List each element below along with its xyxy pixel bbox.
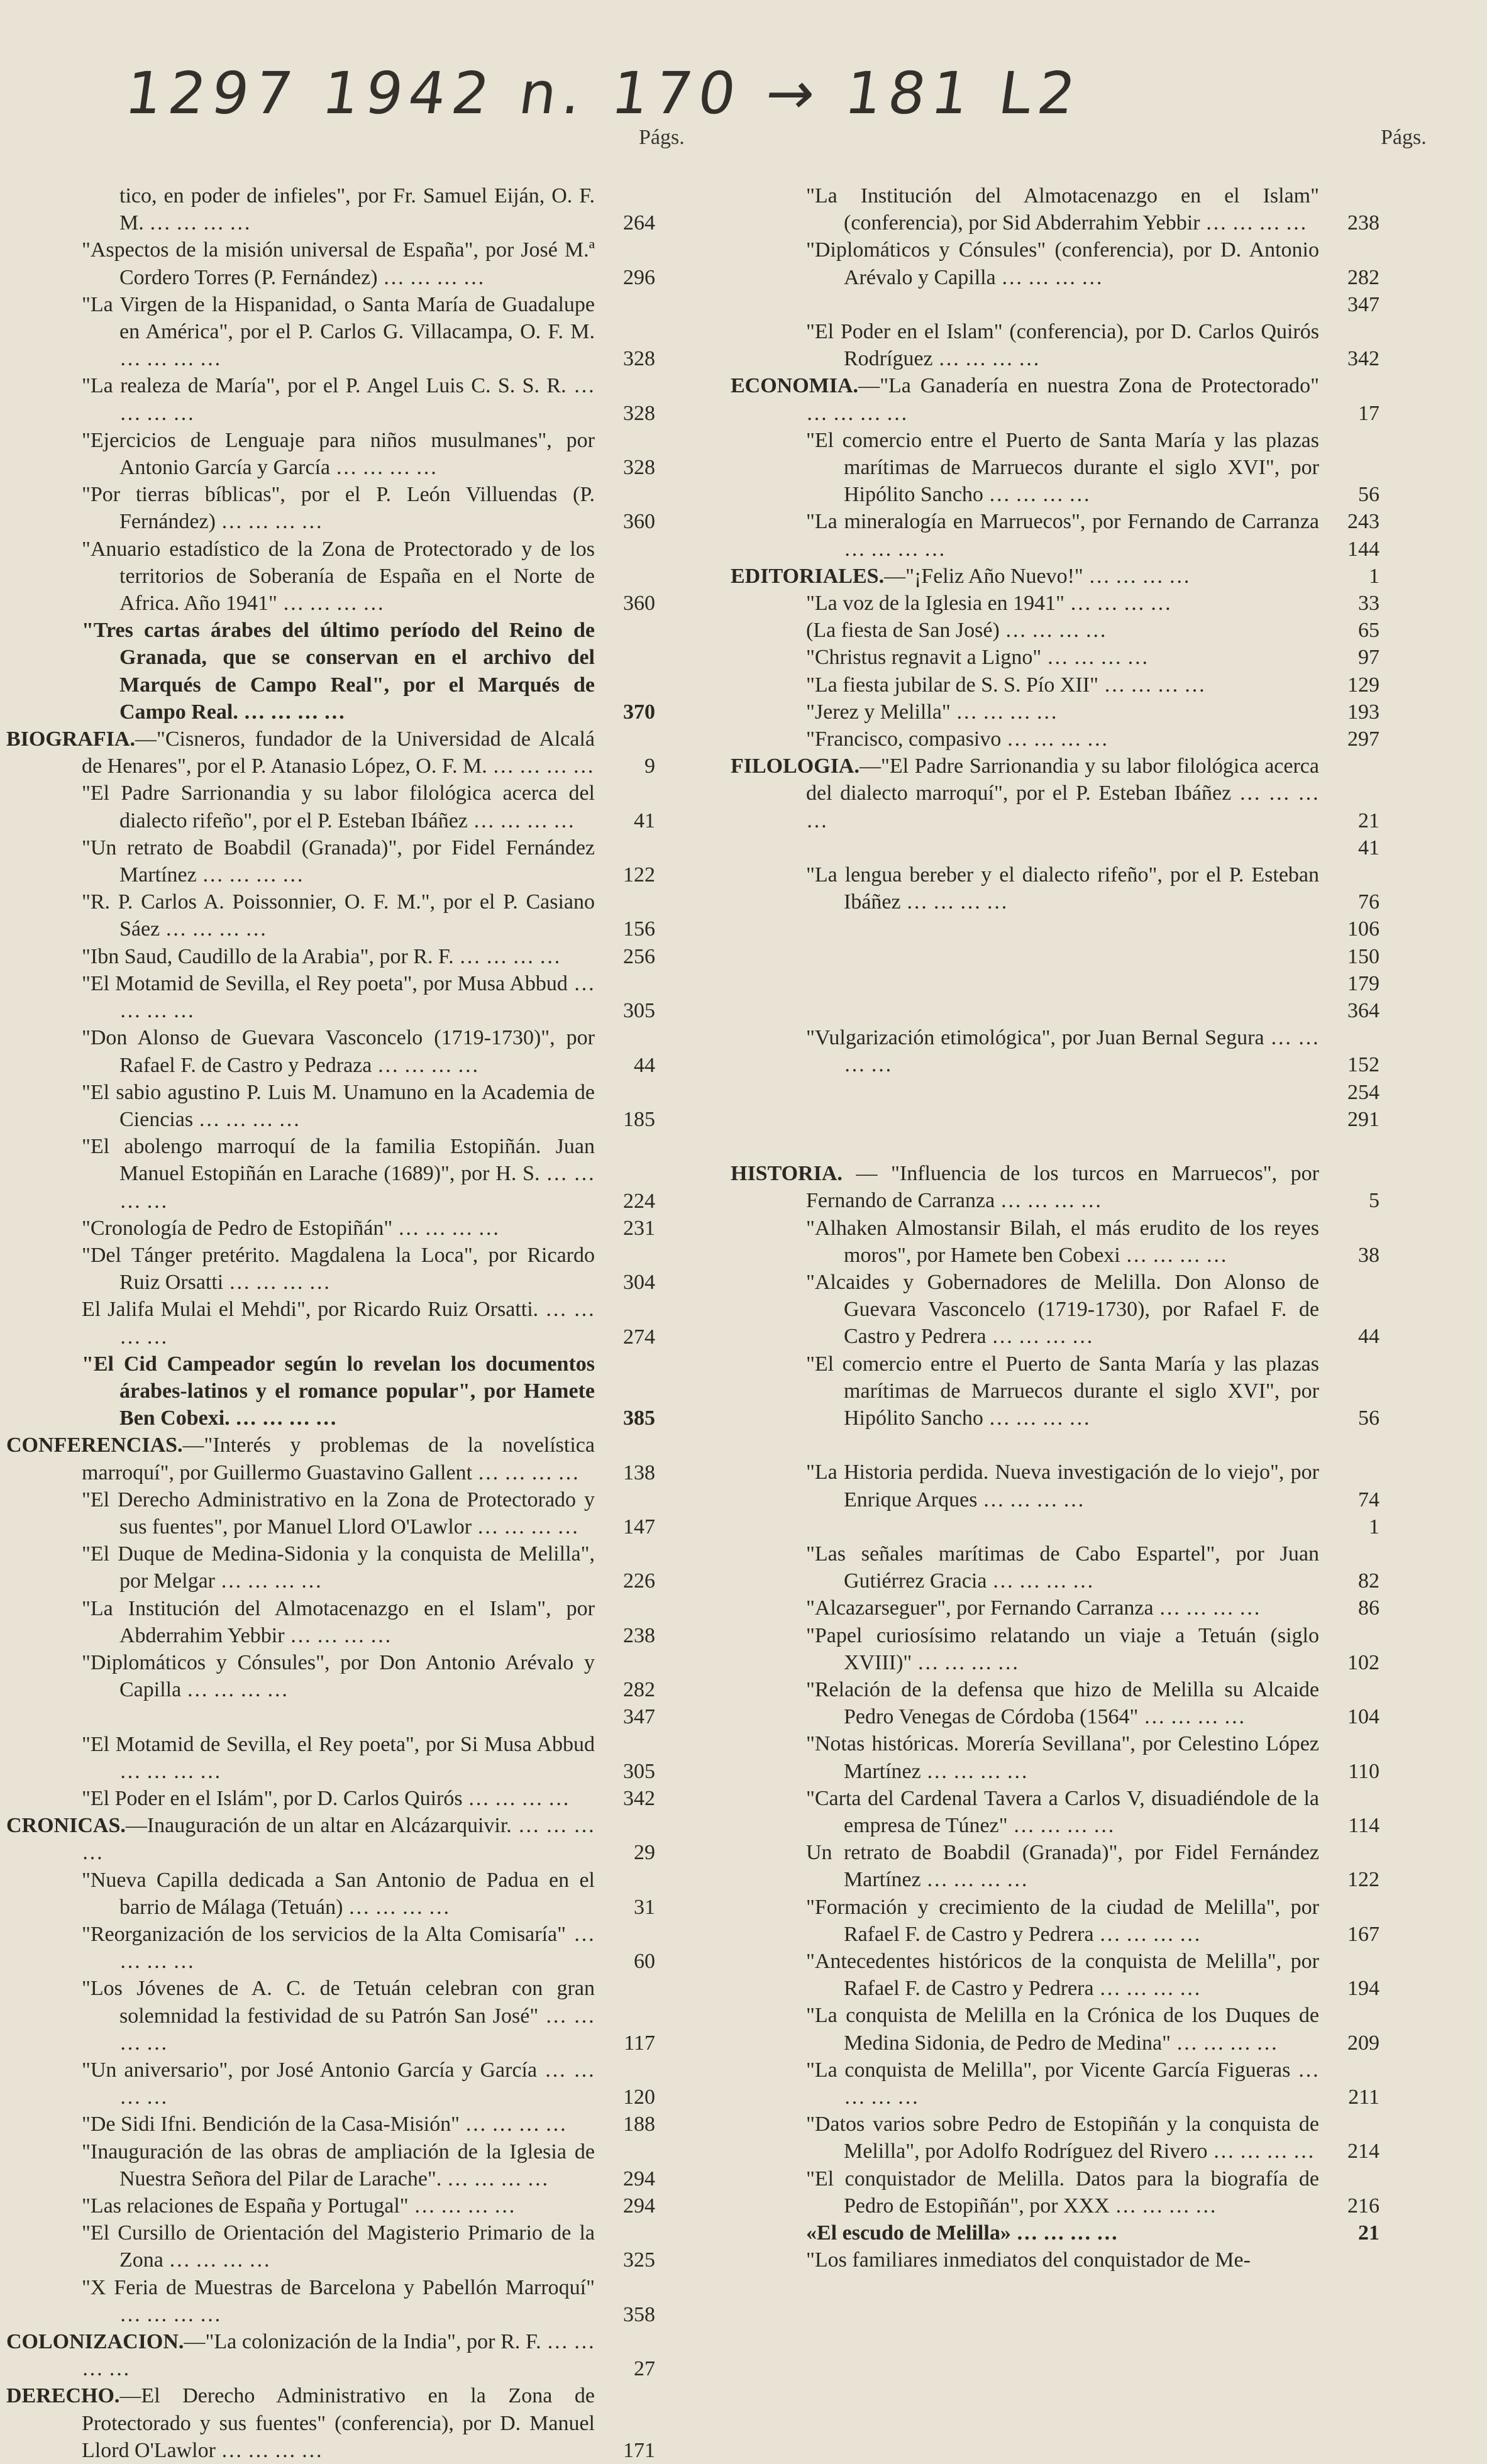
page-number: 86 — [1358, 1596, 1379, 1620]
page-number: 97 — [1358, 646, 1379, 670]
entry-title: "El Poder en el Islam" (conferencia), por D. Carlos Quirós Rodríguez … … … … — [806, 320, 1319, 371]
index-entry — [731, 2002, 1379, 2056]
index-entry — [6, 1242, 655, 1296]
page-number: 264 — [623, 211, 655, 235]
entry-title: "El Cid Campeador según lo revelan los documentos árabes-latinos y el romance popular", por Hamete Ben Cobexi. … … … … — [82, 1352, 595, 1430]
index-entry — [6, 617, 655, 726]
page-number: 156 — [623, 917, 655, 941]
index-entry — [731, 1785, 1379, 1839]
index-entry — [6, 536, 655, 617]
entry-title: "Diplomáticos y Cónsules", por Don Antonio Arévalo y Capilla … … … … — [82, 1650, 595, 1702]
page-number: 224 — [623, 1189, 655, 1213]
index-entry — [6, 1785, 655, 1812]
page-number: 364 — [1347, 999, 1379, 1023]
entry-title: "La mineralogía en Marruecos", por Fernando de Carranza … … … … — [806, 510, 1319, 561]
index-entry — [731, 1459, 1379, 1513]
page-number: 5 — [1369, 1189, 1379, 1213]
index-entry — [6, 2057, 655, 2111]
entry-title: "Cronología de Pedro de Estopiñán" … … … … — [82, 1216, 500, 1240]
page-number: 291 — [1347, 1107, 1379, 1131]
page-number: 360 — [623, 510, 655, 534]
entry-title: —"La Ganadería en nuestra Zona de Protectorado" … … … … — [806, 374, 1319, 425]
page-number: 147 — [623, 1515, 655, 1539]
index-entry — [6, 1351, 655, 1432]
section-entry — [6, 1812, 655, 1866]
page-number: 171 — [623, 2438, 655, 2462]
page-number: 117 — [624, 2031, 655, 2055]
page-number: 194 — [1347, 1977, 1379, 2001]
page-number: 385 — [623, 1406, 655, 1430]
entry-title: "Vulgarización etimológica", por Juan Bernal Segura … … … … — [806, 1026, 1319, 1077]
index-entry — [6, 1540, 655, 1594]
page-number: 41 — [634, 809, 655, 832]
page-number: 211 — [1348, 2086, 1379, 2109]
extra-page-row — [731, 997, 1379, 1024]
index-entry — [731, 2219, 1379, 2246]
index-entry — [731, 1215, 1379, 1269]
index-entry — [6, 427, 655, 481]
entry-title: "Ibn Saud, Caudillo de la Arabia", por R. F. … … … … — [82, 944, 561, 968]
page-number: 226 — [623, 1569, 655, 1593]
entry-title: "Un retrato de Boabdil (Granada)", por Fidel Fernández Martínez … … … … — [82, 836, 595, 887]
index-entry — [6, 2274, 655, 2328]
page-number: 27 — [634, 2357, 655, 2381]
entry-title: "El comercio entre el Puerto de Santa María y las plazas marítimas de Marruecos durante el siglo XVI", por Hipólito Sancho … … … … — [806, 428, 1319, 507]
entry-title: —Inauguración de un altar en Alcázarquivir. … … … … — [82, 1814, 595, 1865]
page-number: 342 — [623, 1786, 655, 1810]
page-number: 9 — [644, 754, 655, 778]
section-entry — [6, 1432, 655, 1486]
page-number: 33 — [1358, 592, 1379, 616]
index-entry — [6, 1731, 655, 1785]
entry-title: "El Motamid de Sevilla, el Rey poeta", por Musa Abbud … … … … — [82, 971, 595, 1023]
page-number: 328 — [623, 456, 655, 480]
entry-title: «El escudo de Melilla» … … … … — [806, 2221, 1118, 2245]
index-entry — [6, 1921, 655, 1975]
entry-title: "El conquistador de Melilla. Datos para la biografía de Pedro de Estopiñán", por XXX … … … … — [806, 2167, 1319, 2218]
page-number: 82 — [1358, 1569, 1379, 1593]
page-number: 1 — [1369, 1515, 1379, 1539]
index-entry — [6, 481, 655, 535]
index-entry — [6, 943, 655, 970]
entry-title: "Del Tánger pretérito. Magdalena la Loca", por Ricardo Ruiz Orsatti … … … … — [82, 1243, 595, 1295]
section-heading: EDITORIALES. — [731, 564, 885, 588]
entry-title: "Por tierras bíblicas", por el P. León Villuendas (P. Fernández) … … … … — [82, 483, 595, 534]
entry-title: "Francisco, compasivo … … … … — [806, 727, 1108, 751]
page-number: 106 — [1347, 917, 1379, 941]
page-number: 129 — [1347, 673, 1379, 697]
index-entry — [731, 1351, 1379, 1432]
index-entry — [6, 1024, 655, 1078]
page-number: 122 — [623, 863, 655, 887]
entry-title: "El Padre Sarrionandia y su labor filológica acerca del dialecto rifeño", por el P. Esteban Ibáñez … … … … — [82, 782, 595, 832]
left-index-column — [6, 182, 655, 2464]
index-entry — [731, 427, 1379, 509]
page-number: 56 — [1358, 483, 1379, 507]
extra-page-row — [6, 1703, 655, 1730]
page-number: 104 — [1347, 1705, 1379, 1729]
index-entry — [6, 291, 655, 373]
section-heading: FILOLOGIA. — [731, 754, 860, 778]
index-entry — [731, 699, 1379, 726]
entry-title: "La fiesta jubilar de S. S. Pío XII" … … … … — [806, 673, 1205, 697]
section-entry — [731, 372, 1379, 426]
entry-title: "El Duque de Medina-Sidonia y la conquista de Melilla", por Melgar … … … … — [82, 1542, 595, 1593]
entry-title: "Las relaciones de España y Portugal" … … … … — [82, 2194, 516, 2218]
entry-title: "La conquista de Melilla en la Crónica de los Duques de Medina Sidonia, de Pedro de Medina" … … … … — [806, 2004, 1319, 2055]
index-entry — [6, 2138, 655, 2192]
section-heading: DERECHO. — [6, 2384, 120, 2408]
handwritten-annotation: 1297 1942 n. 170 → 181 L2 — [121, 60, 1086, 127]
entry-title: Un retrato de Boabdil (Granada)", por Fidel Fernández Martínez … … … … — [806, 1841, 1319, 1892]
entry-title: "La conquista de Melilla", por Vicente García Figueras … … … … — [806, 2058, 1319, 2109]
page-number: 305 — [623, 999, 655, 1023]
page-number: 41 — [1358, 836, 1379, 859]
entry-title: tico, en poder de infieles", por Fr. Samuel Eiján, O. F. M. … … … … — [119, 184, 595, 235]
entry-title: "La Virgen de la Hispanidad, o Santa María de Guadalupe en América", por el P. Carlos G. Villacampa, O. F. M. … … … … — [82, 292, 595, 371]
entry-title: "Formación y crecimiento de la ciudad de Melilla", por Rafael F. de Castro y Pedrera … … … … — [806, 1895, 1319, 1946]
section-entry — [6, 2328, 655, 2382]
index-entry — [731, 861, 1379, 915]
page-number: 152 — [1347, 1053, 1379, 1077]
entry-title: "Ejercicios de Lenguaje para niños musulmanes", por Antonio García y García … … … … — [82, 428, 595, 480]
index-entry — [6, 1215, 655, 1242]
page-number: 56 — [1358, 1406, 1379, 1430]
entry-title: —"Interés y problemas de la novelística marroquí", por Guillermo Guastavino Gallent … … … … — [82, 1434, 595, 1484]
entry-title: "Alcazarseguer", por Fernando Carranza … … … … — [806, 1596, 1261, 1620]
page-number: 167 — [1347, 1922, 1379, 1946]
entry-title: "Antecedentes históricos de la conquista de Melilla", por Rafael F. de Castro y Pedrera … … … … — [806, 1950, 1319, 2001]
page-number: 214 — [1347, 2140, 1379, 2163]
entry-title: "Notas históricas. Morería Sevillana", por Celestino López Martínez … … … … — [806, 1732, 1319, 1783]
entry-title: "El Derecho Administrativo en la Zona de Protectorado y sus fuentes", por Manuel Llord O'Lawlor … … … … — [82, 1488, 595, 1539]
entry-title: —"Cisneros, fundador de la Universidad de Alcalá de Henares", por el P. Atanasio López, O. F. M. … … … … — [82, 727, 595, 778]
entry-title: —"La colonización de la India", por R. F. … … … … — [82, 2330, 595, 2381]
left-pags-label: Págs. — [639, 126, 685, 149]
entry-title: "La voz de la Iglesia en 1941" … … … … — [806, 592, 1172, 616]
entry-title: "Los familiares inmediatos del conquistador de Me- — [806, 2248, 1251, 2272]
page-number: 216 — [1347, 2194, 1379, 2218]
extra-page-row — [731, 943, 1379, 970]
index-entry — [6, 1486, 655, 1540]
entry-title: "Inauguración de las obras de ampliación de la Iglesia de Nuestra Señora del Pilar de Larache". … … … … — [82, 2140, 595, 2191]
index-entry — [6, 1649, 655, 1703]
entry-title: "La Historia perdida. Nueva investigación de lo viejo", por Enrique Arques … … … … — [806, 1461, 1319, 1511]
page-number: 17 — [1358, 401, 1379, 425]
index-entry — [731, 726, 1379, 753]
page-number: 185 — [623, 1107, 655, 1131]
page-number: 114 — [1348, 1814, 1379, 1838]
entry-title: "Alhaken Almostansir Bilah, el más erudito de los reyes moros", por Hamete ben Cobexi … … … … — [806, 1216, 1319, 1267]
index-entry — [6, 970, 655, 1024]
entry-title: El Jalifa Mulai el Mehdi", por Ricardo Ruiz Orsatti. … … … … — [82, 1298, 595, 1349]
index-entry — [731, 1622, 1379, 1676]
page-number: 231 — [623, 1216, 655, 1240]
index-entry — [731, 644, 1379, 671]
entry-title: "El abolengo marroquí de la familia Estopiñán. Juan Manuel Estopiñán en Larache (1689)", por H. S. … … … … — [82, 1135, 595, 1213]
index-entry — [731, 318, 1379, 372]
index-entry — [731, 236, 1379, 290]
page-number: 120 — [623, 2086, 655, 2109]
index-entry — [731, 1594, 1379, 1621]
entry-title: "La Institución del Almotacenazgo en el Islam" (conferencia), por Sid Abderrahim Yebbir … … … … — [806, 184, 1319, 235]
section-heading: CONFERENCIAS. — [6, 1434, 183, 1457]
entry-title: "Alcaides y Gobernadores de Melilla. Don Alonso de Guevara Vasconcelo (1719-1730), por Rafael F. de Castro y Pedrera … … … … — [806, 1270, 1319, 1349]
entry-title: "El sabio agustino P. Luis M. Unamuno en la Academia de Ciencias … … … … — [82, 1080, 595, 1131]
index-entry — [6, 2219, 655, 2273]
page-number: 296 — [623, 265, 655, 289]
page-number: 65 — [1358, 619, 1379, 643]
section-heading: COLONIZACION. — [6, 2330, 184, 2354]
entry-title: "Papel curiosísimo relatando un viaje a Tetuán (siglo XVIII)" … … … … — [806, 1623, 1319, 1674]
index-entry — [6, 182, 655, 236]
page-number: 150 — [1347, 944, 1379, 968]
spacer — [731, 1133, 1379, 1160]
section-entry — [6, 2382, 655, 2464]
entry-title: "Datos varios sobre Pedro de Estopiñán y la conquista de Melilla", por Adolfo Rodríguez del Rivero … … … … — [806, 2113, 1319, 2163]
page-number: 110 — [1348, 1759, 1379, 1783]
page-number: 60 — [634, 1950, 655, 1974]
page-number: 21 — [1358, 809, 1379, 832]
index-entry — [731, 2111, 1379, 2165]
extra-page-row — [731, 1106, 1379, 1133]
index-entry — [731, 1730, 1379, 1784]
page-number: 294 — [623, 2194, 655, 2218]
entry-title: "El Motamid de Sevilla, el Rey poeta", por Si Musa Abbud … … … … — [82, 1732, 595, 1783]
page-number: 38 — [1358, 1243, 1379, 1267]
page-number: 102 — [1347, 1650, 1379, 1674]
entry-title: —El Derecho Administrativo en la Zona de Protectorado y sus fuentes" (conferencia), por D. Manuel Llord O'Lawlor … … … … — [82, 2384, 595, 2462]
entry-title: (La fiesta de San José) … … … … — [806, 619, 1107, 643]
index-entry — [731, 1676, 1379, 1730]
page-number: 325 — [623, 2248, 655, 2272]
entry-title: — "Influencia de los turcos en Marruecos", por Fernando de Carranza … … … … — [806, 1162, 1319, 1213]
index-entry — [6, 1975, 655, 2057]
entry-title: "Los Jóvenes de A. C. de Tetuán celebran con gran solemnidad la festividad de su Patrón San José" … … … … — [82, 1977, 595, 2055]
index-entry — [731, 1024, 1379, 1078]
entry-title: "Tres cartas árabes del último período del Reino de Granada, que se conservan en el archivo del Marqués de Campo Real", por el Marqués de Campo Real. … … … … — [82, 619, 595, 724]
page-number: 294 — [623, 2167, 655, 2191]
entry-title: "Jerez y Melilla" … … … … — [806, 700, 1058, 724]
page-number: 328 — [623, 401, 655, 425]
page-number: 282 — [623, 1678, 655, 1702]
section-entry — [731, 1160, 1379, 1214]
page-number: 305 — [623, 1759, 655, 1783]
index-entry — [731, 1839, 1379, 1893]
page-number: 282 — [1347, 265, 1379, 289]
index-entry — [6, 1296, 655, 1350]
section-heading: CRONICAS. — [6, 1814, 126, 1838]
page-number: 1 — [1369, 564, 1379, 588]
page-number: 297 — [1347, 727, 1379, 751]
page-number: 179 — [1347, 971, 1379, 995]
entry-title: "La Institución del Almotacenazgo en el Islam", por Abderrahim Yebbir … … … … — [82, 1596, 595, 1647]
page-number: 122 — [1347, 1868, 1379, 1892]
page-number: 358 — [623, 2302, 655, 2326]
page-number: 304 — [623, 1271, 655, 1295]
right-index-column — [731, 182, 1379, 2273]
index-entry — [731, 1540, 1379, 1594]
index-entry — [6, 1133, 655, 1215]
page-number: 347 — [1347, 292, 1379, 316]
entry-title: —"¡Feliz Año Nuevo!" … … … … — [884, 564, 1190, 588]
page-number: 274 — [623, 1325, 655, 1349]
entry-title: "Relación de la defensa que hizo de Melilla su Alcaide Pedro Venegas de Córdoba (1564" … … … … — [806, 1678, 1319, 1729]
page-number: 243 — [1347, 510, 1379, 534]
section-entry — [731, 563, 1379, 590]
page-number: 193 — [1347, 700, 1379, 724]
page-number: 144 — [1347, 537, 1379, 561]
index-entry — [731, 182, 1379, 236]
page-number: 254 — [1347, 1080, 1379, 1104]
entry-title: "El comercio entre el Puerto de Santa María y las plazas marítimas de Marruecos durante el siglo XVI", por Hipólito Sancho … … … … — [806, 1352, 1319, 1430]
index-entry — [6, 372, 655, 426]
extra-page-row — [731, 1079, 1379, 1106]
section-heading: HISTORIA. — [731, 1162, 843, 1186]
page-number: 209 — [1347, 2031, 1379, 2055]
entry-title: "Nueva Capilla dedicada a San Antonio de Padua en el barrio de Málaga (Tetuán) … … … … — [82, 1868, 595, 1919]
index-entry — [6, 2192, 655, 2219]
entry-title: "Diplomáticos y Cónsules" (conferencia), por D. Antonio Arévalo y Capilla … … … … — [806, 238, 1319, 289]
page-number: 29 — [634, 1841, 655, 1865]
section-entry — [731, 753, 1379, 834]
entry-title: "El Cursillo de Orientación del Magisterio Primario de la Zona … … … … — [82, 2221, 595, 2272]
page-number: 74 — [1358, 1488, 1379, 1511]
section-heading: BIOGRAFIA. — [6, 727, 135, 751]
extra-page-row — [731, 1513, 1379, 1540]
entry-title: —"El Padre Sarrionandia y su labor filológica acerca del dialecto marroquí", por el P. Esteban Ibáñez … … … … — [806, 754, 1319, 832]
index-entry — [731, 2165, 1379, 2219]
index-entry — [731, 1269, 1379, 1351]
entry-title: "Don Alonso de Guevara Vasconcelo (1719-1730)", por Rafael F. de Castro y Pedraza … … … … — [82, 1026, 595, 1077]
entry-title: "Reorganización de los servicios de la Alta Comisaría" … … … … — [82, 1922, 595, 1974]
entry-title: "Carta del Cardenal Tavera a Carlos V, disuadiéndole de la empresa de Túnez" … … … … — [806, 1786, 1319, 1838]
index-entry — [731, 671, 1379, 699]
index-entry — [731, 508, 1379, 562]
entry-title: "Las señales marítimas de Cabo Espartel", por Juan Gutiérrez Gracia … … … … — [806, 1542, 1319, 1593]
page-number: 238 — [623, 1623, 655, 1647]
extra-page-row — [731, 834, 1379, 861]
index-entry — [6, 834, 655, 888]
index-entry — [731, 1894, 1379, 1948]
page-number: 328 — [623, 347, 655, 371]
entry-title: "R. P. Carlos A. Poissonnier, O. F. M.", por el P. Casiano Sáez … … … … — [82, 890, 595, 941]
entry-title: "X Feria de Muestras de Barcelona y Pabellón Marroquí" … … … … — [82, 2275, 595, 2326]
index-entry — [731, 2057, 1379, 2111]
right-pags-label: Págs. — [1381, 126, 1427, 149]
index-entry — [6, 2111, 655, 2138]
index-entry — [731, 1948, 1379, 2002]
entry-title: "De Sidi Ifni. Bendición de la Casa-Misión" … … … … — [82, 2113, 567, 2136]
spacer — [731, 1432, 1379, 1459]
page-number: 44 — [634, 1053, 655, 1077]
index-entry — [731, 2246, 1379, 2273]
index-entry — [6, 1867, 655, 1921]
entry-title: "Anuario estadístico de la Zona de Protectorado y de los territorios de Soberanía de España en el Norte de Africa. Año 1941" … … … … — [82, 537, 595, 616]
page-number: 360 — [623, 592, 655, 616]
page-number: 76 — [1358, 890, 1379, 914]
page-number: 44 — [1358, 1325, 1379, 1349]
entry-title: "El Poder en el Islám", por D. Carlos Quirós … … … … — [82, 1786, 570, 1810]
page-number: 21 — [1358, 2221, 1379, 2245]
page-number: 238 — [1347, 211, 1379, 235]
page-number: 31 — [634, 1895, 655, 1919]
entry-title: "La lengua bereber y el dialecto rifeño", por el P. Esteban Ibáñez … … … … — [806, 863, 1319, 914]
entry-title: "La realeza de María", por el P. Angel Luis C. S. S. R. … … … … — [82, 374, 595, 425]
page-number: 256 — [623, 944, 655, 968]
index-entry — [6, 888, 655, 942]
entry-title: "Christus regnavit a Ligno" … … … … — [806, 646, 1149, 670]
index-entry — [6, 236, 655, 290]
page-number: 342 — [1347, 347, 1379, 371]
index-entry — [731, 617, 1379, 644]
extra-page-row — [731, 970, 1379, 997]
page-number: 138 — [623, 1461, 655, 1484]
section-heading: ECONOMIA. — [731, 374, 859, 398]
index-entry — [6, 780, 655, 834]
entry-title: "Un aniversario", por José Antonio García y García … … … … — [82, 2058, 595, 2109]
index-entry — [6, 1595, 655, 1649]
page-number: 188 — [623, 2113, 655, 2136]
section-entry — [6, 726, 655, 780]
extra-page-row — [731, 291, 1379, 318]
page-number: 347 — [623, 1705, 655, 1729]
index-entry — [731, 590, 1379, 617]
index-entry — [6, 1079, 655, 1133]
entry-title: "Aspectos de la misión universal de España", por José M.ª Cordero Torres (P. Fernández) … … … … — [82, 238, 595, 289]
extra-page-row — [731, 915, 1379, 942]
page-number: 370 — [623, 700, 655, 724]
